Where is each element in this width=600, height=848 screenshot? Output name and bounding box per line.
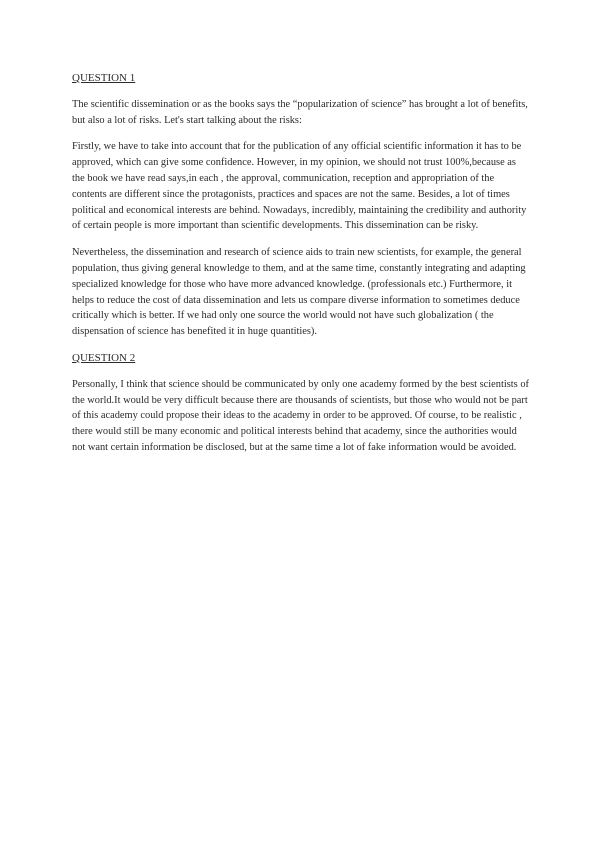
document-body (72, 71, 530, 467)
question-1-intro-paragraph: The scientific dissemination or as the books says the “popularization of science” has brought a lot of benefits, but also a lot of risks. Let's start talking about the risks: (72, 98, 528, 126)
question-2-heading: QUESTION 2 (72, 351, 136, 364)
question-1-risks-paragraph: Firstly, we have to take into account that for the publication of any official scientific information it has to be approved, which can give some confidence. However, in my opinion, we should not trust 100%,because as the book we have read says,in each , the approval, communication, reception and appropriation of the contents are different since the protagonists, practices and spaces are not the same. Besides, a lot of times political and economical interests are behind. Nowadays, incredibly, maintaining the credibility and authority of certain people is more important than scientific developments. This dissemination can be risky. (72, 141, 527, 232)
question-1-benefits-paragraph: Nevertheless, the dissemination and research of science aids to train new scientists, for example, the general population, thus giving general knowledge to them, and at the same time, constantly integrating and adapting specialized knowledge for those who have more advanced knowledge. (professionals etc.) Furthermore, it helps to reduce the cost of data dissemination and lets us compare diverse information to sometimes deduce critically which is better. If we had only one source the world would not have such globalization ( the dispensation of science has benefited it in huge quantities). (72, 247, 526, 338)
question-1-heading: QUESTION 1 (72, 72, 136, 84)
question-2-answer-paragraph: Personally, I think that science should be communicated by only one academy formed by the best scientists of the world.It would be very difficult because there are thousands of scientists, but those who would not be part of this academy could propose their ideas to the academy in order to be approved. Of course, to be realistic , there would still be many economic and political interests behind that academy, since the authorities would not want certain information be disclosed, but at the same time a lot of fake information would be avoided. (72, 378, 529, 453)
